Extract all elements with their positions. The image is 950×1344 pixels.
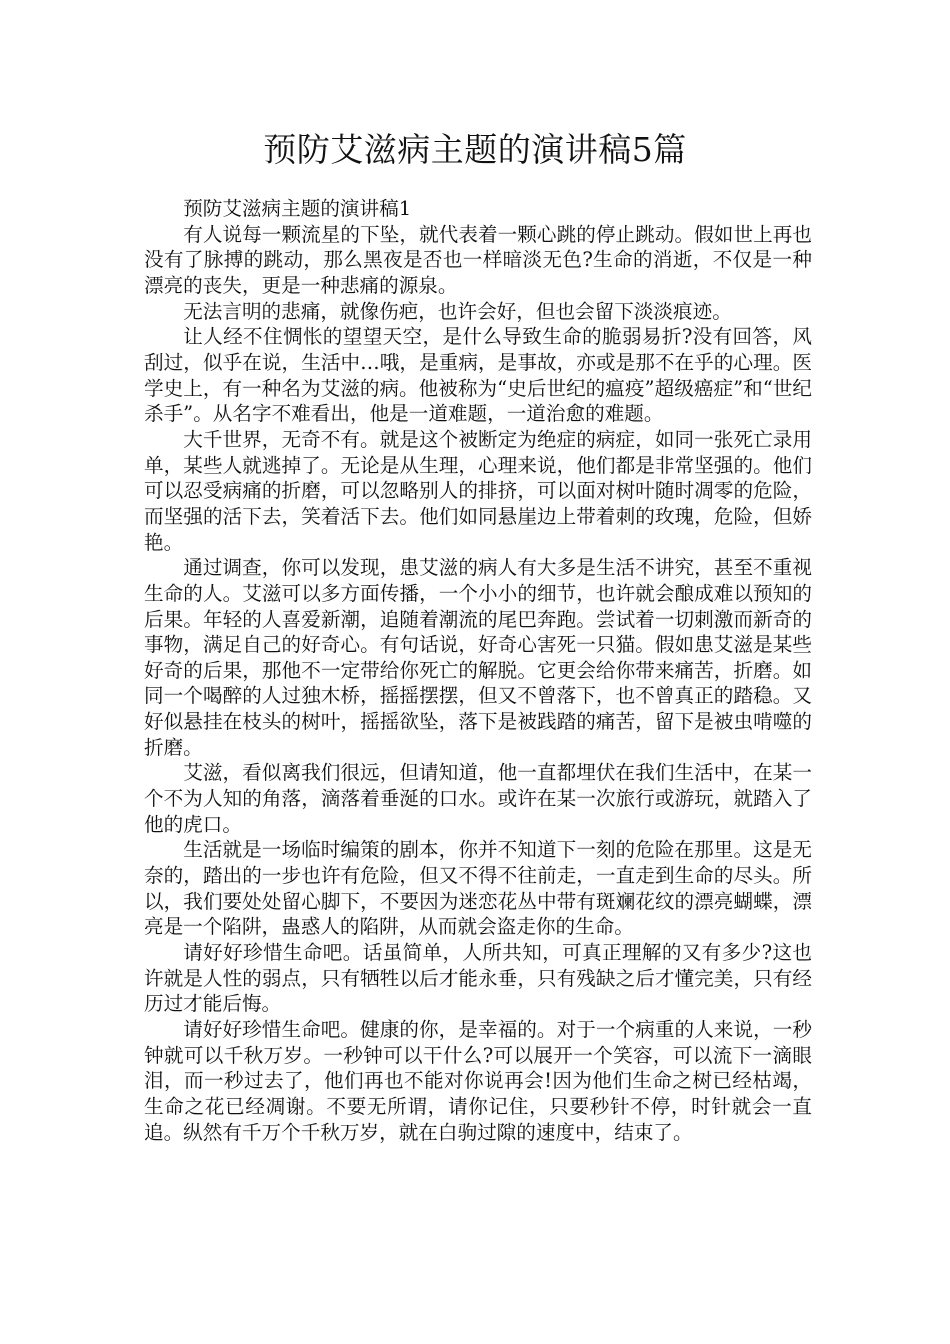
- paragraph: 生活就是一场临时编策的剧本，你并不知道下一刻的危险在那里。这是无奈的，踏出的一步也许有危险，但又不得不往前走，一直走到生命的尽头。所以，我们要处处留心脚下，不要因为迷恋花丛中带有斑斓花纹的漂亮蝴蝶，漂亮是一个陷阱，蛊惑人的陷阱，从而就会盗走你的生命。: [144, 838, 812, 939]
- paragraph: 大千世界，无奇不有。就是这个被断定为绝症的病症，如同一张死亡录用单，某些人就逃掉了。无论是从生理，心理来说，他们都是非常坚强的。他们可以忍受病痛的折磨，可以忽略别人的排挤，可以面对树叶随时凋零的危险，而坚强的活下去，笑着活下去。他们如同悬崖边上带着刺的玫瑰，危险，但娇艳。: [144, 427, 812, 554]
- paragraph: 有人说每一颗流星的下坠，就代表着一颗心跳的停止跳动。假如世上再也没有了脉搏的跳动，那么黑夜是否也一样暗淡无色?生命的消逝，不仅是一种漂亮的丧失，更是一种悲痛的源泉。: [144, 222, 812, 297]
- paragraph: 让人经不住惆怅的望望天空，是什么导致生命的脆弱易折?没有回答，风刮过，似乎在说，生活中…哦，是重病，是事故，亦或是那不在乎的心理。医学史上，有一种名为艾滋的病。他被称为“史后世纪的瘟疫”超级癌症”和“世纪杀手”。从名字不难看出，他是一道难题，一道治愈的难题。: [144, 325, 812, 426]
- paragraph: 艾滋，看似离我们很远，但请知道，他一直都埋伏在我们生活中，在某一个不为人知的角落，滴落着垂涎的口水。或许在某一次旅行或游玩，就踏入了他的虎口。: [144, 761, 812, 836]
- document-title: 预防艾滋病主题的演讲稿5篇: [263, 130, 687, 169]
- paragraph: 请好好珍惜生命吧。健康的你，是幸福的。对于一个病重的人来说，一秒钟就可以千秋万岁。一秒钟可以干什么?可以展开一个笑容，可以流下一滴眼泪，而一秒过去了，他们再也不能对你说再会!因为他们生命之树已经枯竭，生命之花已经凋谢。不要无所谓，请你记住，只要秒针不停，时针就会一直追。纵然有千万个千秋万岁，就在白驹过隙的速度中，结束了。: [144, 1018, 812, 1144]
- document-body: [144, 196, 812, 1145]
- section-heading: 预防艾滋病主题的演讲稿1: [183, 197, 412, 220]
- paragraph: 无法言明的悲痛，就像伤疤，也许会好，但也会留下淡淡痕迹。: [183, 299, 732, 323]
- paragraph: 通过调查，你可以发现，患艾滋的病人有大多是生活不讲究，甚至不重视生命的人。艾滋可以多方面传播，一个小小的细节，也许就会酿成难以预知的后果。年轻的人喜爱新潮，追随着潮流的尾巴奔跑。尝试着一切刺激而新奇的事物，满足自己的好奇心。有句话说，好奇心害死一只猫。假如患艾滋是某些好奇的后果，那他不一定带给你死亡的解脱。它更会给你带来痛苦，折磨。如同一个喝醉的人过独木桥，摇摇摆摆，但又不曾落下，也不曾真正的踏稳。又好似悬挂在枝头的树叶，摇摇欲坠，落下是被践踏的痛苦，留下是被虫啃噬的折磨。: [144, 556, 812, 759]
- paragraph: 请好好珍惜生命吧。话虽简单，人所共知，可真正理解的又有多少?这也许就是人性的弱点，只有牺牲以后才能永垂，只有残缺之后才懂完美，只有经历过才能后悔。: [144, 941, 812, 1016]
